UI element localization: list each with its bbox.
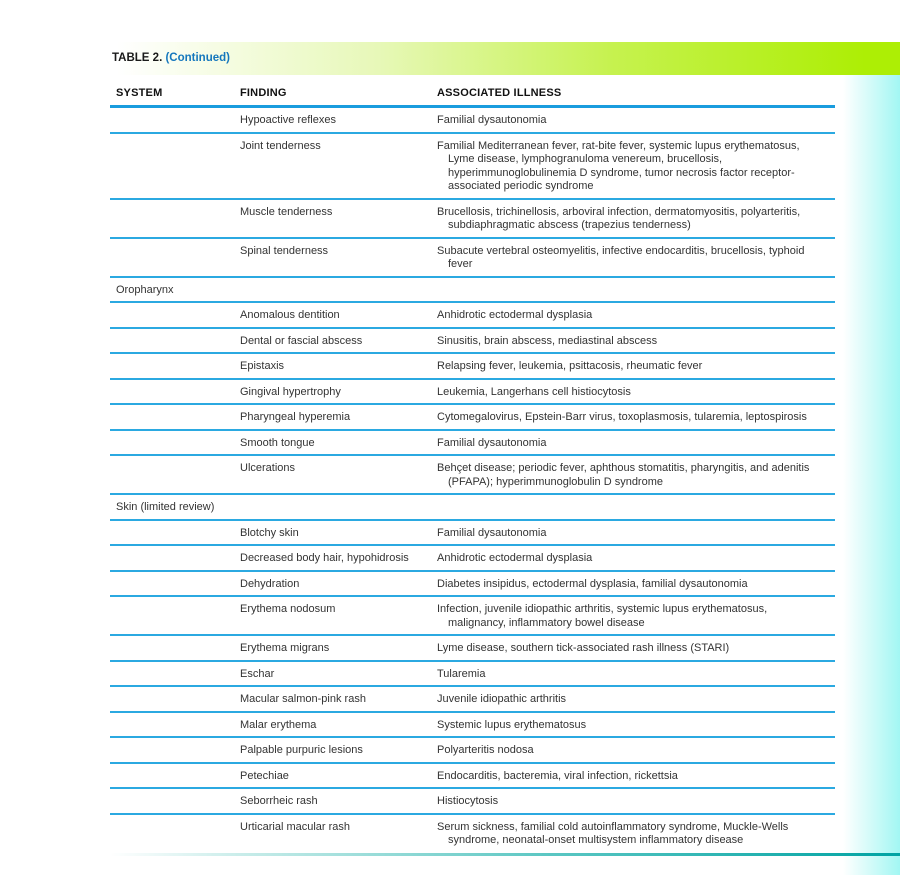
illness-cell: [437, 712, 835, 738]
illness-cell: [437, 107, 835, 133]
finding-text: Erythema nodosum: [240, 603, 336, 615]
system-cell: [110, 199, 240, 238]
finding-text: Spinal tenderness: [240, 244, 329, 257]
illness-cell: [437, 788, 835, 814]
illness-cell: [437, 430, 835, 456]
finding-text: Seborrheic rash: [240, 795, 318, 807]
section-row: [110, 277, 835, 303]
table-row: [110, 635, 835, 661]
table-row: [110, 353, 835, 379]
table-title-continued: (Continued): [165, 52, 230, 64]
system-cell: [110, 635, 240, 661]
table-row: [110, 238, 835, 277]
system-cell: [110, 328, 240, 354]
illness-text: Endocarditis, bacteremia, viral infection, rickettsia: [437, 769, 678, 782]
finding-cell: [240, 596, 437, 635]
system-text: Skin (limited review): [116, 501, 215, 513]
system-cell: [110, 788, 240, 814]
illness-cell: [437, 404, 835, 430]
system-cell: [110, 763, 240, 789]
system-cell: [110, 494, 240, 520]
system-cell: [110, 133, 240, 199]
finding-cell: [240, 328, 437, 354]
illness-cell: [437, 571, 835, 597]
table-row: [110, 763, 835, 789]
table-row: [110, 661, 835, 687]
illness-cell: [437, 545, 835, 571]
cyan-gradient-strip: [843, 75, 900, 875]
illness-text: Infection, juvenile idiopathic arthritis, systemic lupus erythematosus, malignancy, inflammatory bowel disease: [437, 603, 768, 629]
illness-text: Behçet disease; periodic fever, aphthous stomatitis, pharyngitis, and adenitis (PFAPA); hyperimmunoglobulin D syndrome: [437, 462, 810, 488]
finding-cell: [240, 302, 437, 328]
table-title-label: TABLE 2.: [112, 52, 163, 64]
illness-text: Diabetes insipidus, ectodermal dysplasia, familial dysautonomia: [437, 577, 748, 590]
finding-cell: [240, 763, 437, 789]
system-cell: [110, 814, 240, 852]
illness-text: Systemic lupus erythematosus: [437, 718, 587, 731]
finding-cell: [240, 238, 437, 277]
finding-text: Epistaxis: [240, 360, 285, 372]
system-cell: [110, 545, 240, 571]
illness-text: Cytomegalovirus, Epstein-Barr virus, toxoplasmosis, tularemia, leptospirosis: [437, 411, 807, 423]
illness-text: Sinusitis, brain abscess, mediastinal abscess: [437, 334, 658, 347]
illness-text: Lyme disease, southern tick-associated rash illness (STARI): [437, 642, 730, 654]
green-gradient-banner: [0, 42, 900, 75]
finding-cell: [240, 814, 437, 852]
illness-text: Juvenile idiopathic arthritis: [437, 693, 567, 705]
finding-cell: [240, 520, 437, 546]
illness-cell: [437, 379, 835, 405]
system-cell: [110, 107, 240, 133]
table-row: [110, 430, 835, 456]
illness-cell: [437, 520, 835, 546]
finding-text: Muscle tenderness: [240, 205, 333, 218]
column-header-illness: ASSOCIATED ILLNESS: [437, 85, 835, 107]
system-cell: [110, 686, 240, 712]
finding-text: Smooth tongue: [240, 436, 315, 449]
illness-cell: [437, 686, 835, 712]
table-row: [110, 404, 835, 430]
finding-cell: [240, 455, 437, 494]
finding-cell: [240, 353, 437, 379]
finding-text: Palpable purpuric lesions: [240, 744, 363, 756]
finding-text: Pharyngeal hyperemia: [240, 411, 351, 423]
finding-cell: [240, 404, 437, 430]
system-cell: [110, 455, 240, 494]
finding-cell: [240, 571, 437, 597]
illness-cell: [437, 133, 835, 199]
illness-text: Relapsing fever, leukemia, psittacosis, rheumatic fever: [437, 360, 703, 372]
illness-cell: [437, 737, 835, 763]
system-cell: [110, 712, 240, 738]
illness-text: Subacute vertebral osteomyelitis, infective endocarditis, brucellosis, typhoid fever: [437, 244, 805, 270]
system-cell: [110, 353, 240, 379]
finding-cell: [240, 712, 437, 738]
illness-text: Anhidrotic ectodermal dysplasia: [437, 309, 593, 321]
table-row: [110, 107, 835, 133]
finding-text: Decreased body hair, hypohidrosis: [240, 552, 409, 564]
finding-cell: [240, 494, 437, 520]
system-cell: [110, 520, 240, 546]
finding-text: Malar erythema: [240, 718, 317, 731]
finding-text: Urticarial macular rash: [240, 820, 351, 833]
illness-text: Serum sickness, familial cold autoinflammatory syndrome, Muckle-Wells syndrome, neonatal-onset multisystem inflammatory disease: [437, 820, 789, 846]
finding-text: Macular salmon-pink rash: [240, 693, 366, 705]
illness-cell: [437, 596, 835, 635]
illness-text: Familial dysautonomia: [437, 436, 547, 449]
finding-text: Hypoactive reflexes: [240, 114, 336, 126]
illness-cell: [437, 277, 835, 303]
finding-text: Eschar: [240, 667, 275, 680]
column-header-system: SYSTEM: [110, 85, 240, 107]
illness-cell: [437, 302, 835, 328]
illness-text: Brucellosis, trichinellosis, arboviral infection, dermatomyositis, polyarteritis, subdiaphragmatic abscess (trapezius tenderness): [437, 205, 801, 231]
finding-cell: [240, 430, 437, 456]
table-body: [110, 107, 835, 852]
finding-cell: [240, 379, 437, 405]
column-header-finding: FINDING: [240, 85, 437, 107]
illness-cell: [437, 455, 835, 494]
finding-text: Dental or fascial abscess: [240, 334, 363, 347]
finding-text: Joint tenderness: [240, 139, 321, 152]
finding-cell: [240, 661, 437, 687]
illness-text: Familial dysautonomia: [437, 526, 547, 539]
table-row: [110, 814, 835, 852]
system-cell: [110, 596, 240, 635]
table-row: [110, 737, 835, 763]
illness-cell: [437, 635, 835, 661]
table-row: [110, 379, 835, 405]
illness-cell: [437, 661, 835, 687]
finding-text: Blotchy skin: [240, 526, 299, 539]
finding-text: Ulcerations: [240, 462, 296, 474]
finding-text: Erythema migrans: [240, 642, 330, 654]
illness-cell: [437, 199, 835, 238]
illness-text: Anhidrotic ectodermal dysplasia: [437, 552, 593, 564]
illness-text: Tularemia: [437, 667, 486, 680]
illness-text: Polyarteritis nodosa: [437, 744, 534, 756]
illness-cell: [437, 353, 835, 379]
illness-text: Leukemia, Langerhans cell histiocytosis: [437, 385, 631, 398]
illness-cell: [437, 763, 835, 789]
system-cell: [110, 661, 240, 687]
system-text: Oropharynx: [116, 283, 174, 296]
table-row: [110, 520, 835, 546]
illness-cell: [437, 238, 835, 277]
table-row: [110, 686, 835, 712]
finding-text: Petechiae: [240, 769, 289, 782]
table-row: [110, 712, 835, 738]
finding-text: Gingival hypertrophy: [240, 385, 341, 398]
finding-cell: [240, 635, 437, 661]
table-row: [110, 571, 835, 597]
table-row: [110, 302, 835, 328]
table-row: [110, 199, 835, 238]
system-cell: [110, 379, 240, 405]
table-title: [112, 42, 230, 75]
finding-cell: [240, 199, 437, 238]
table-row: [110, 133, 835, 199]
system-cell: [110, 430, 240, 456]
illness-cell: [437, 328, 835, 354]
table-row: [110, 455, 835, 494]
table-row: [110, 596, 835, 635]
bottom-teal-rule: [110, 853, 900, 856]
illness-text: Histiocytosis: [437, 795, 499, 807]
findings-table: [110, 85, 835, 852]
table-row: [110, 545, 835, 571]
table-header-row: [110, 85, 835, 107]
section-row: [110, 494, 835, 520]
finding-cell: [240, 107, 437, 133]
system-cell: [110, 277, 240, 303]
finding-cell: [240, 545, 437, 571]
finding-cell: [240, 686, 437, 712]
finding-cell: [240, 277, 437, 303]
system-cell: [110, 238, 240, 277]
system-cell: [110, 737, 240, 763]
system-cell: [110, 302, 240, 328]
finding-cell: [240, 133, 437, 199]
table-row: [110, 328, 835, 354]
illness-cell: [437, 494, 835, 520]
finding-text: Anomalous dentition: [240, 309, 340, 321]
illness-text: Familial dysautonomia: [437, 114, 547, 126]
illness-text: Familial Mediterranean fever, rat-bite fever, systemic lupus erythematosus, Lyme disease, lymphogranuloma venereum, brucellosis, hyperimmunoglobulinemia D syndrome, tumor necrosis factor receptor-associated periodic syndrome: [437, 139, 800, 192]
table-row: [110, 788, 835, 814]
system-cell: [110, 404, 240, 430]
finding-text: Dehydration: [240, 577, 300, 590]
finding-cell: [240, 788, 437, 814]
finding-cell: [240, 737, 437, 763]
illness-cell: [437, 814, 835, 852]
system-cell: [110, 571, 240, 597]
